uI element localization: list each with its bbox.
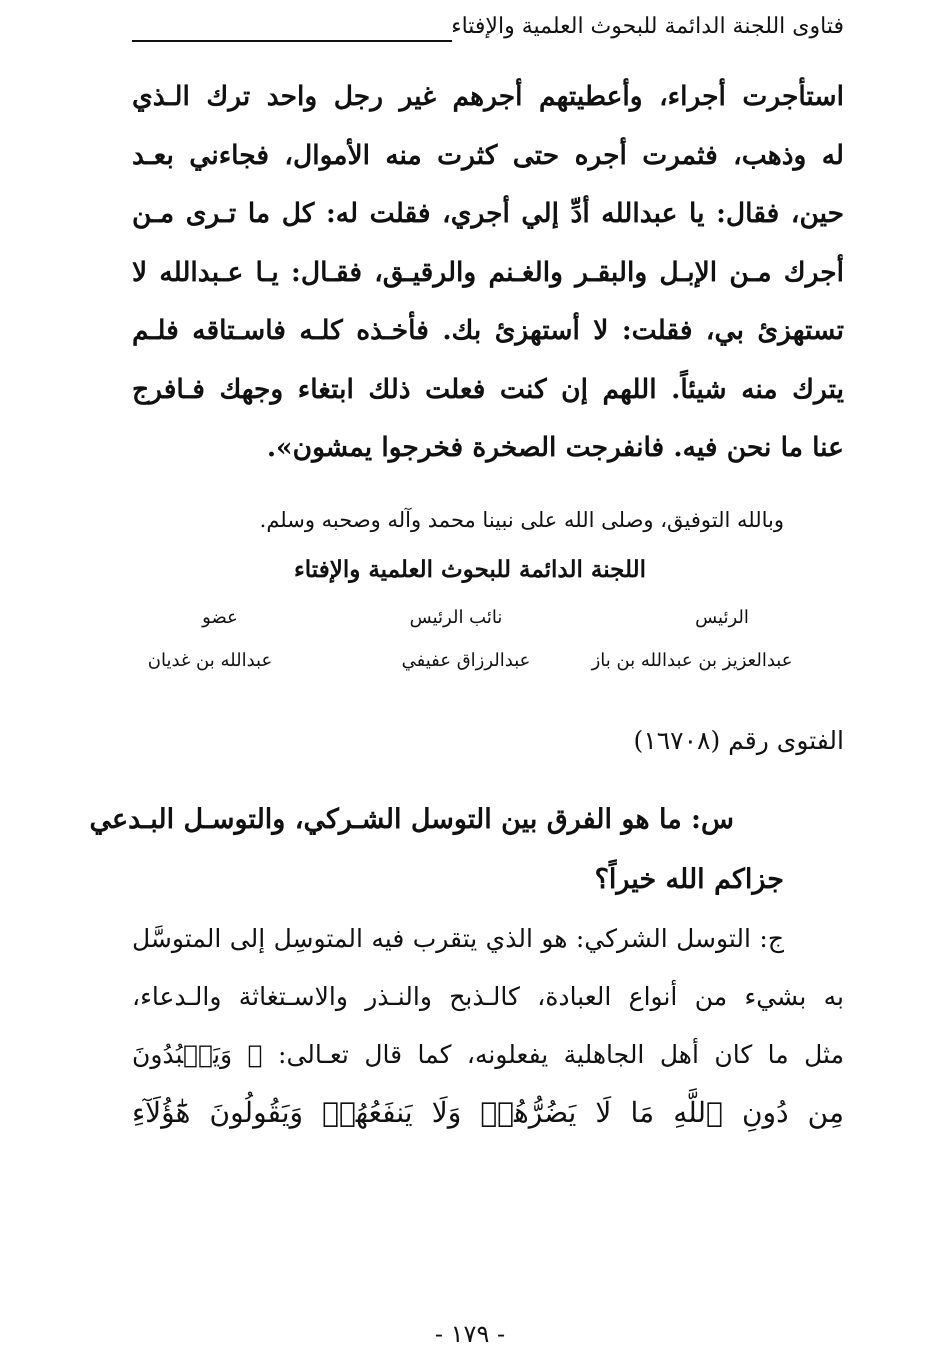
committee-name: اللجنة الدائمة للبحوث العلمية والإفتاء — [293, 556, 647, 583]
answer-line: به بشيء من أنواع العبادة، كالـذبح والنـذر والاسـتغاثة والـدعاء، — [132, 982, 844, 1011]
fatwa-number: الفتوى رقم (١٦٧٠٨) — [633, 726, 844, 755]
question-line: س: ما هو الفرق بين التوسل الشـركي، والتوسـل البـدعي — [89, 804, 734, 835]
answer-line: ج: التوسل الشركي: هو الذي يتقرب فيه المتوسِل إلى المتوسَّل — [132, 924, 784, 953]
signature-role-member: عضو — [202, 607, 238, 628]
text-line: يترك منه شيئاً. اللهم إن كنت فعلت ذلك ابتغاء وجهك فـافرج — [132, 373, 844, 405]
signature-name-member: عبدالله بن غديان — [147, 650, 273, 671]
text-line: عنا ما نحن فيه. فانفرجت الصخرة فخرجوا يمشون». — [266, 432, 844, 463]
text-line: استأجرت أجراء، وأعطيتهم أجرهم غير رجل واحد ترك الـذي — [132, 81, 844, 112]
answer-line: مثل ما كان أهل الجاهلية يفعلونه، كما قال تعـالى: ﴿ وَيَعۡبُدُونَ — [132, 1040, 844, 1069]
question-line: جزاكم الله خيراً؟ — [594, 864, 784, 895]
answer-paragraph — [132, 910, 844, 1142]
text-line: له وذهب، فثمرت أجره حتى كثرت منه الأموال، فجاءني بعـد — [132, 139, 844, 171]
quran-verse-line: مِن دُونِ ٱللَّهِ مَا لَا يَضُرُّهُمۡ وَلَا يَنفَعُهُمۡ وَيَقُولُونَ هَٰٓؤُلَآءِ — [132, 1096, 844, 1129]
signature-name-chairman: عبدالعزيز بن عبدالله بن باز — [591, 650, 793, 671]
hadith-paragraph — [132, 68, 844, 478]
text-line: حين، فقال: يا عبدالله أدِّ إلي أجري، فقلت له: كل ما تـرى مـن — [132, 198, 844, 229]
signature-role-deputy: نائب الرئيس — [409, 607, 503, 628]
header-rule — [132, 40, 452, 42]
closing-line: وبالله التوفيق، وصلى الله على نبينا محمد وآله وصحبه وسلم. — [259, 508, 784, 532]
text-line: أجرك مـن الإبـل والبقـر والغـنم والرقيـق، فقـال: يـا عـبدالله لا — [132, 256, 844, 288]
signature-role-chairman: الرئيس — [695, 607, 749, 628]
running-title: فتاوى اللجنة الدائمة للبحوث العلمية والإفتاء — [451, 14, 844, 39]
question-paragraph — [89, 790, 844, 910]
page-number: - ١٧٩ - — [434, 1320, 506, 1348]
text-line: تستهزئ بي، فقلت: لا أستهزئ بك. فأخـذه كلـه فاسـتاقه فلـم — [132, 315, 844, 346]
signature-name-deputy: عبدالرزاق عفيفي — [401, 650, 531, 671]
